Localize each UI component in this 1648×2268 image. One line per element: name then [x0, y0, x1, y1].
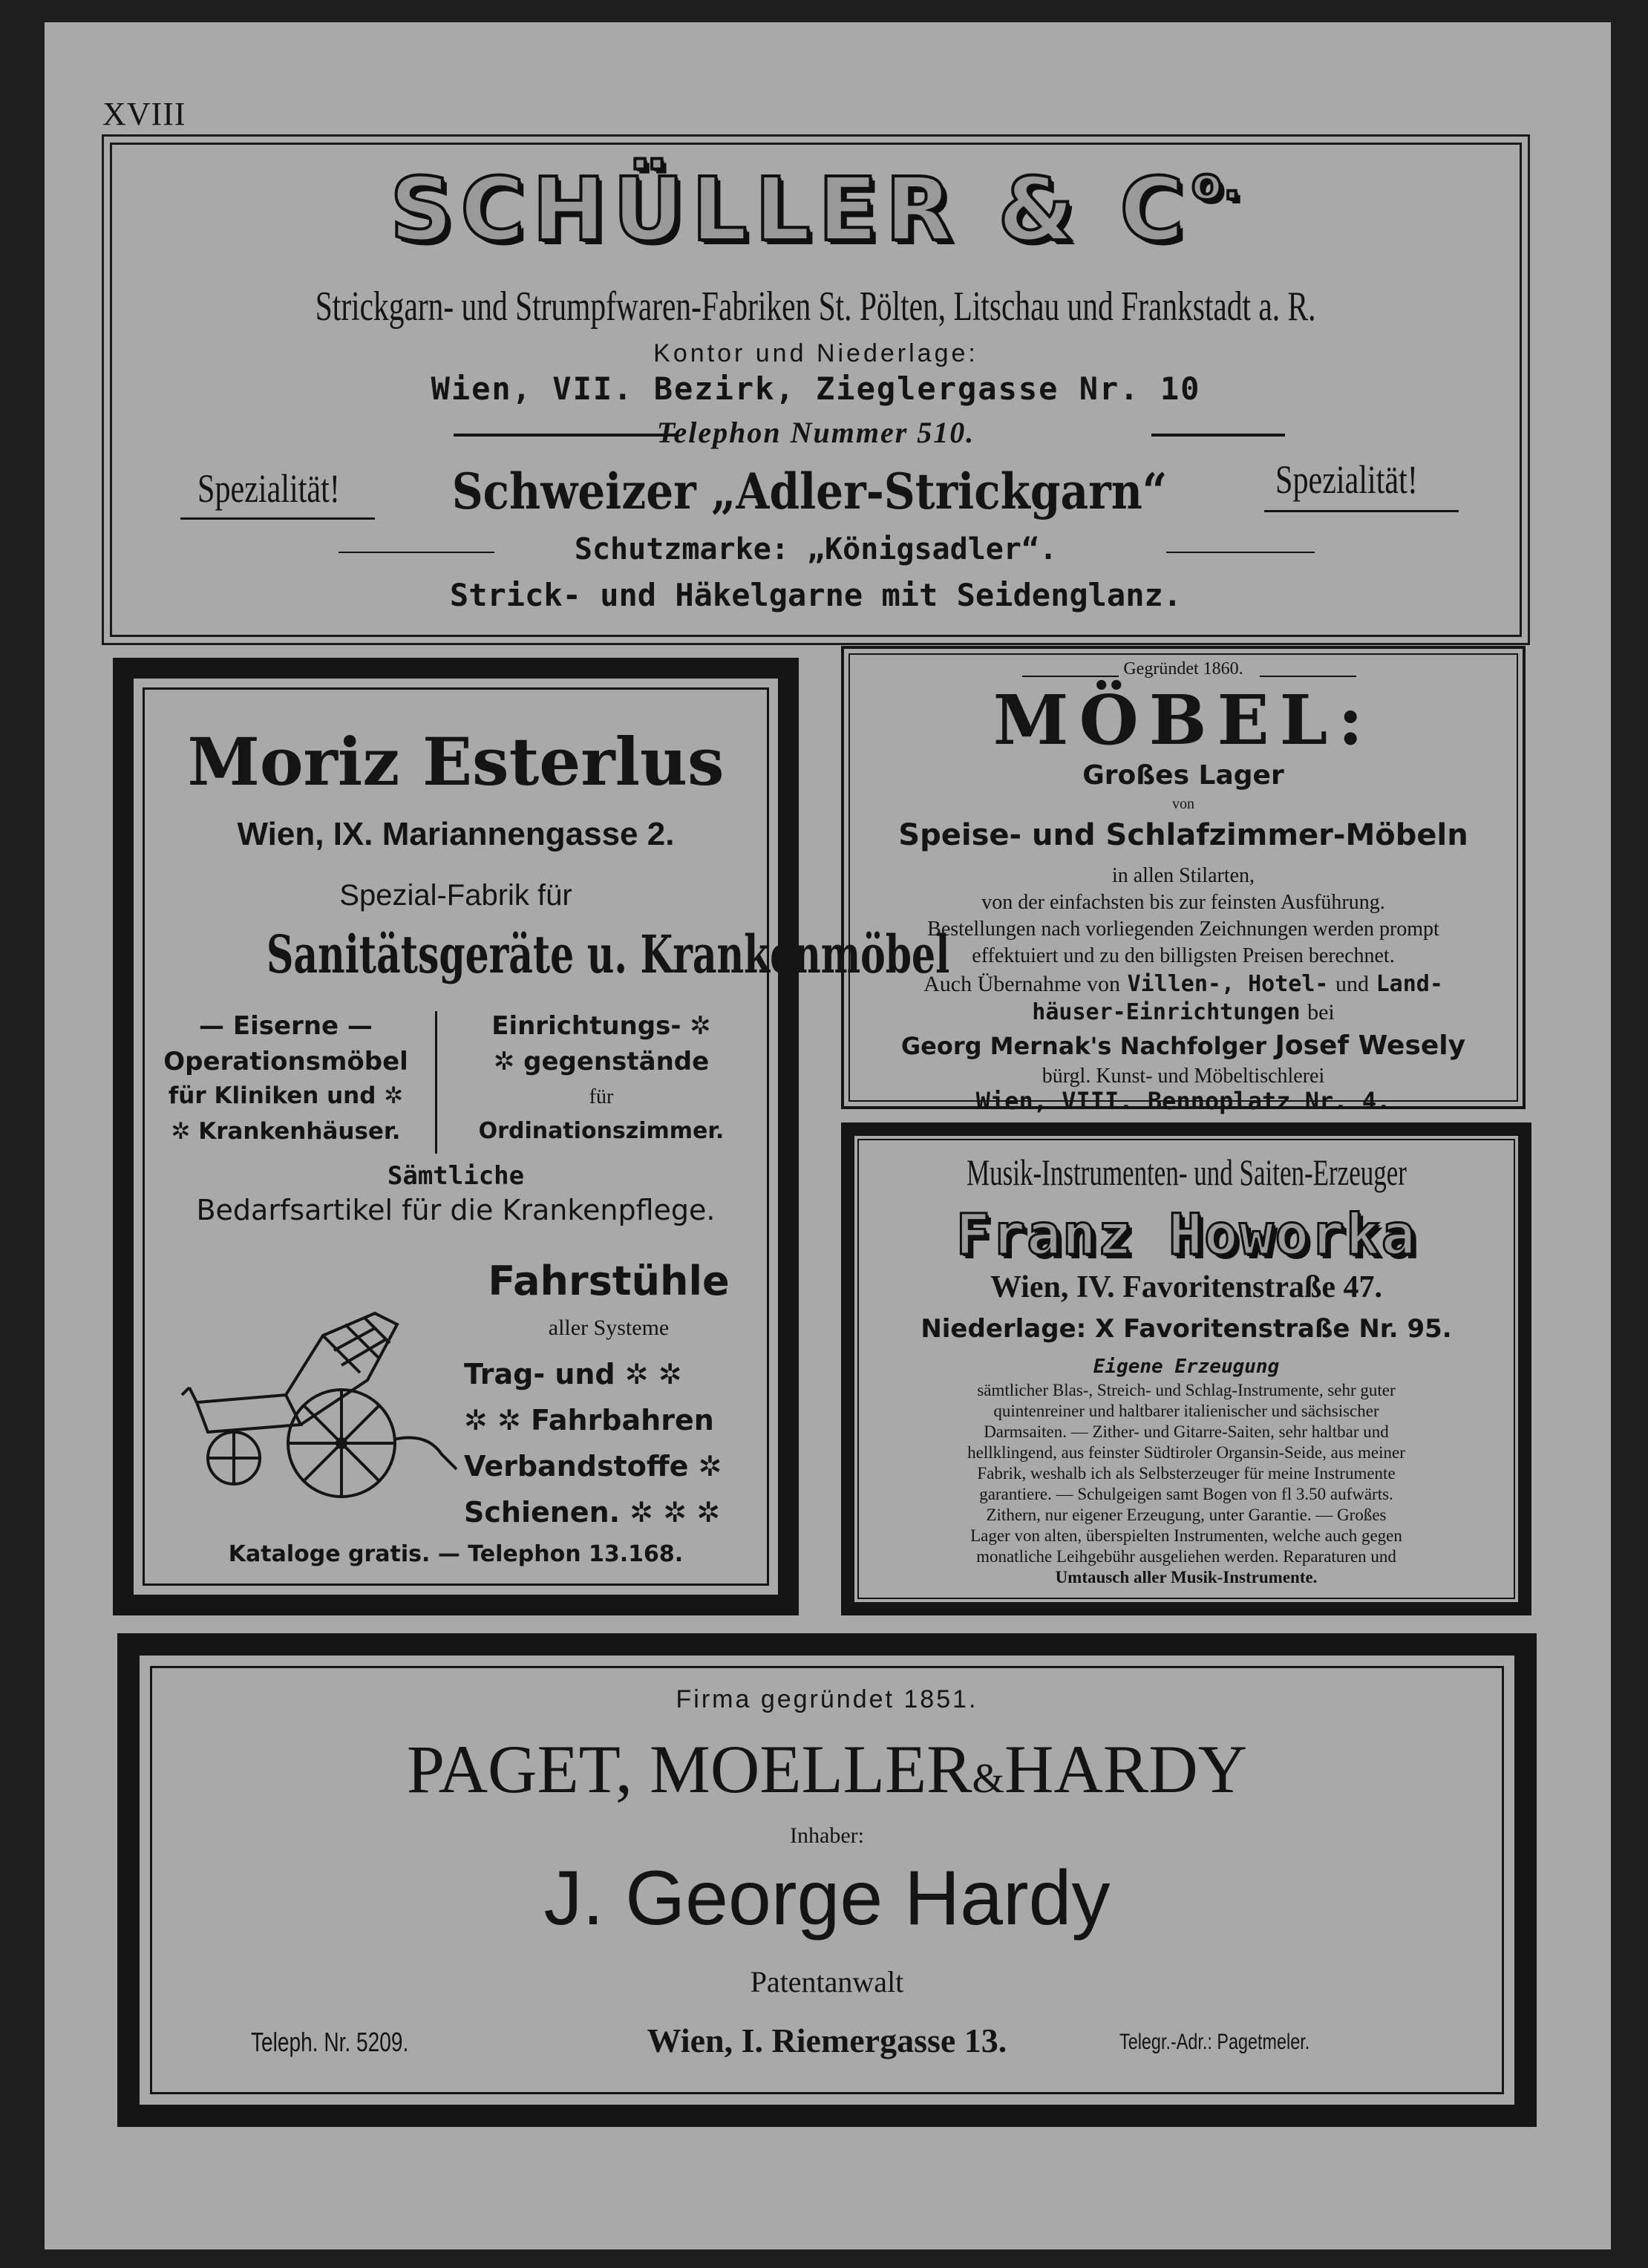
- ad-esterlus: [113, 658, 950, 1615]
- esterlus-left-line: für Kliniken und ✲: [168, 1082, 404, 1109]
- column-divider: [435, 1011, 437, 1154]
- schueller-title: SCHÜLLER & $C^{o.}$: [390, 158, 1242, 261]
- schueller-special-product: Schweizer „Adler-Strickgarn“: [452, 463, 1168, 520]
- moebel-trade: bürgl. Kunst- und Möbeltischlerei: [1042, 1065, 1325, 1088]
- moebel-auch-line2: häuser-Einrichtungen bei: [1032, 999, 1335, 1025]
- esterlus-products: Sanitätsgeräte u. Krankenmöbel: [266, 924, 950, 985]
- howorka-name: Franz Howorka: [955, 1201, 1417, 1267]
- ad-moebel: [841, 646, 1526, 1115]
- howorka-body-line: sämtlicher Blas-, Streich- und Schlag-Instrumente, sehr guter: [977, 1381, 1396, 1399]
- moebel-title: MÖBEL:: [993, 680, 1374, 760]
- esterlus-right-line: für: [589, 1085, 614, 1108]
- moebel-line: effektuiert und zu den billigsten Preisen berechnet.: [972, 944, 1395, 967]
- moebel-line: von der einfachsten bis zur feinsten Ausführung.: [981, 891, 1385, 914]
- esterlus-aller-systeme: aller Systeme: [548, 1316, 670, 1340]
- moebel-auch: Auch Übernahme von Villen-, Hotel- und Land-: [923, 971, 1443, 997]
- rule: [1264, 510, 1459, 512]
- schueller-trademark: Schutzmarke: „Königsadler“.: [574, 532, 1058, 566]
- rule: [1166, 552, 1315, 553]
- esterlus-bedarf: Bedarfsartikel für die Krankenpflege.: [196, 1194, 716, 1226]
- paget-owner: J. George Hardy: [543, 1855, 1111, 1941]
- schueller-special-right: Spezialität!: [1275, 457, 1418, 502]
- esterlus-list-item: Trag- und ✲ ✲: [464, 1358, 682, 1390]
- howorka-body-line: Lager von alten, überspielten Instrumenten, welche auch gegen: [970, 1526, 1402, 1545]
- wheelchair-illustration: [174, 1284, 471, 1506]
- page-number: XVIII: [102, 96, 186, 132]
- howorka-body-line: quintenreiner und haltbarer italienischer und sächsischer: [993, 1402, 1379, 1420]
- schueller-telephone: Telephon Nummer 510.: [656, 416, 975, 449]
- esterlus-name: Moriz Esterlus: [187, 723, 725, 800]
- howorka-heading: Musik-Instrumenten- und Saiten-Erzeuger: [966, 1151, 1407, 1193]
- paget-telegr: Telegr.-Adr.: Pagetmeler.: [1119, 2030, 1310, 2054]
- howorka-body-line: monatliche Leihgebühr ausgeliehen werden. Reparaturen und: [976, 1547, 1396, 1566]
- esterlus-list-item: Schienen. ✲ ✲ ✲: [464, 1496, 721, 1529]
- esterlus-saemtliche: Sämtliche: [387, 1161, 525, 1191]
- schueller-title-superscript: o.: [1191, 158, 1242, 210]
- schueller-kontor: Kontor und Niederlage:: [653, 339, 978, 367]
- rule: [180, 517, 375, 520]
- ad-howorka: [841, 1122, 1531, 1615]
- moebel-address: Wien, VIII. Bennoplatz Nr. 4.: [975, 1087, 1391, 1115]
- paget-founded: Firma gegründet 1851.: [676, 1685, 978, 1713]
- ad-schueller: [110, 143, 1522, 637]
- esterlus-address: Wien, IX. Mariannengasse 2.: [237, 816, 675, 852]
- esterlus-left-line: Operationsmöbel: [163, 1047, 408, 1076]
- schueller-slogan: Strick- und Häkelgarne mit Seidenglanz.: [449, 577, 1183, 613]
- esterlus-right-line: Einrichtungs- ✲: [491, 1011, 711, 1041]
- schueller-subtitle: Strickgarn- und Strumpfwaren-Fabriken St. Pölten, Litschau und Frankstadt a. R.: [315, 284, 1316, 330]
- howorka-address: Wien, IV. Favoritenstraße 47.: [990, 1270, 1383, 1304]
- moebel-line: in allen Stilarten,: [1111, 864, 1255, 887]
- esterlus-footer: Kataloge gratis. — Telephon 13.168.: [228, 1541, 684, 1567]
- moebel-line: Bestellungen nach vorliegenden Zeichnungen werden prompt: [927, 918, 1439, 941]
- howorka-body-line: garantiere. — Schulgeigen samt Bogen von fl 3.50 aufwärts.: [979, 1485, 1393, 1503]
- howorka-eigene: Eigene Erzeugung: [1093, 1356, 1280, 1378]
- howorka-niederlage: Niederlage: X Favoritenstraße Nr. 95.: [921, 1314, 1452, 1344]
- paget-title: Patentanwalt: [750, 1965, 904, 1999]
- esterlus-fahrstuehle: Fahrstühle: [488, 1258, 730, 1304]
- esterlus-left-line: ✲ Krankenhäuser.: [171, 1118, 401, 1145]
- paget-firm: PAGET, MOELLER&HARDY: [406, 1731, 1248, 1807]
- esterlus-left-line: — Eiserne —: [199, 1011, 373, 1041]
- moebel-owner: Georg Mernak's Nachfolger Josef Wesely: [900, 1030, 1466, 1061]
- moebel-von: von: [1172, 796, 1194, 812]
- howorka-body-line: Darmsaiten. — Zither- und Gitarre-Saiten, sehr haltbar und: [984, 1422, 1389, 1441]
- esterlus-spezial: Spezial-Fabrik für: [339, 879, 572, 912]
- paget-inhaber: Inhaber:: [790, 1823, 864, 1848]
- howorka-body-line: hellklingend, aus feinster Südtiroler Organsin-Seide, aus meiner: [967, 1443, 1405, 1462]
- schueller-address: Wien, VII. Bezirk, Zieglergasse Nr. 10: [431, 370, 1201, 407]
- howorka-body-line: Umtausch aller Musik-Instrumente.: [1055, 1568, 1318, 1586]
- howorka-body-line: Zithern, nur eigener Erzeugung, unter Garantie. — Großes: [986, 1506, 1387, 1524]
- esterlus-list-item: ✲ ✲ Fahrbahren: [464, 1404, 714, 1437]
- esterlus-list-item: Verbandstoffe ✲: [464, 1450, 722, 1483]
- moebel-founded: Gegründet 1860.: [1123, 659, 1243, 679]
- rule: [1151, 434, 1285, 437]
- moebel-lager: Großes Lager: [1082, 760, 1284, 791]
- ad-paget: [117, 1633, 1537, 2127]
- schueller-special-left: Spezialität!: [197, 466, 340, 511]
- esterlus-right-line: Ordinationszimmer.: [478, 1118, 725, 1144]
- paget-phone: Teleph. Nr. 5209.: [251, 2027, 409, 2057]
- rule: [1260, 676, 1356, 677]
- paget-address: Wien, I. Riemergasse 13.: [647, 2022, 1007, 2059]
- howorka-body-line: Fabrik, weshalb ich als Selbsterzeuger für meine Instrumente: [977, 1464, 1396, 1483]
- moebel-main: Speise- und Schlafzimmer-Möbeln: [898, 818, 1468, 852]
- esterlus-right-line: ✲ gegenstände: [493, 1047, 710, 1076]
